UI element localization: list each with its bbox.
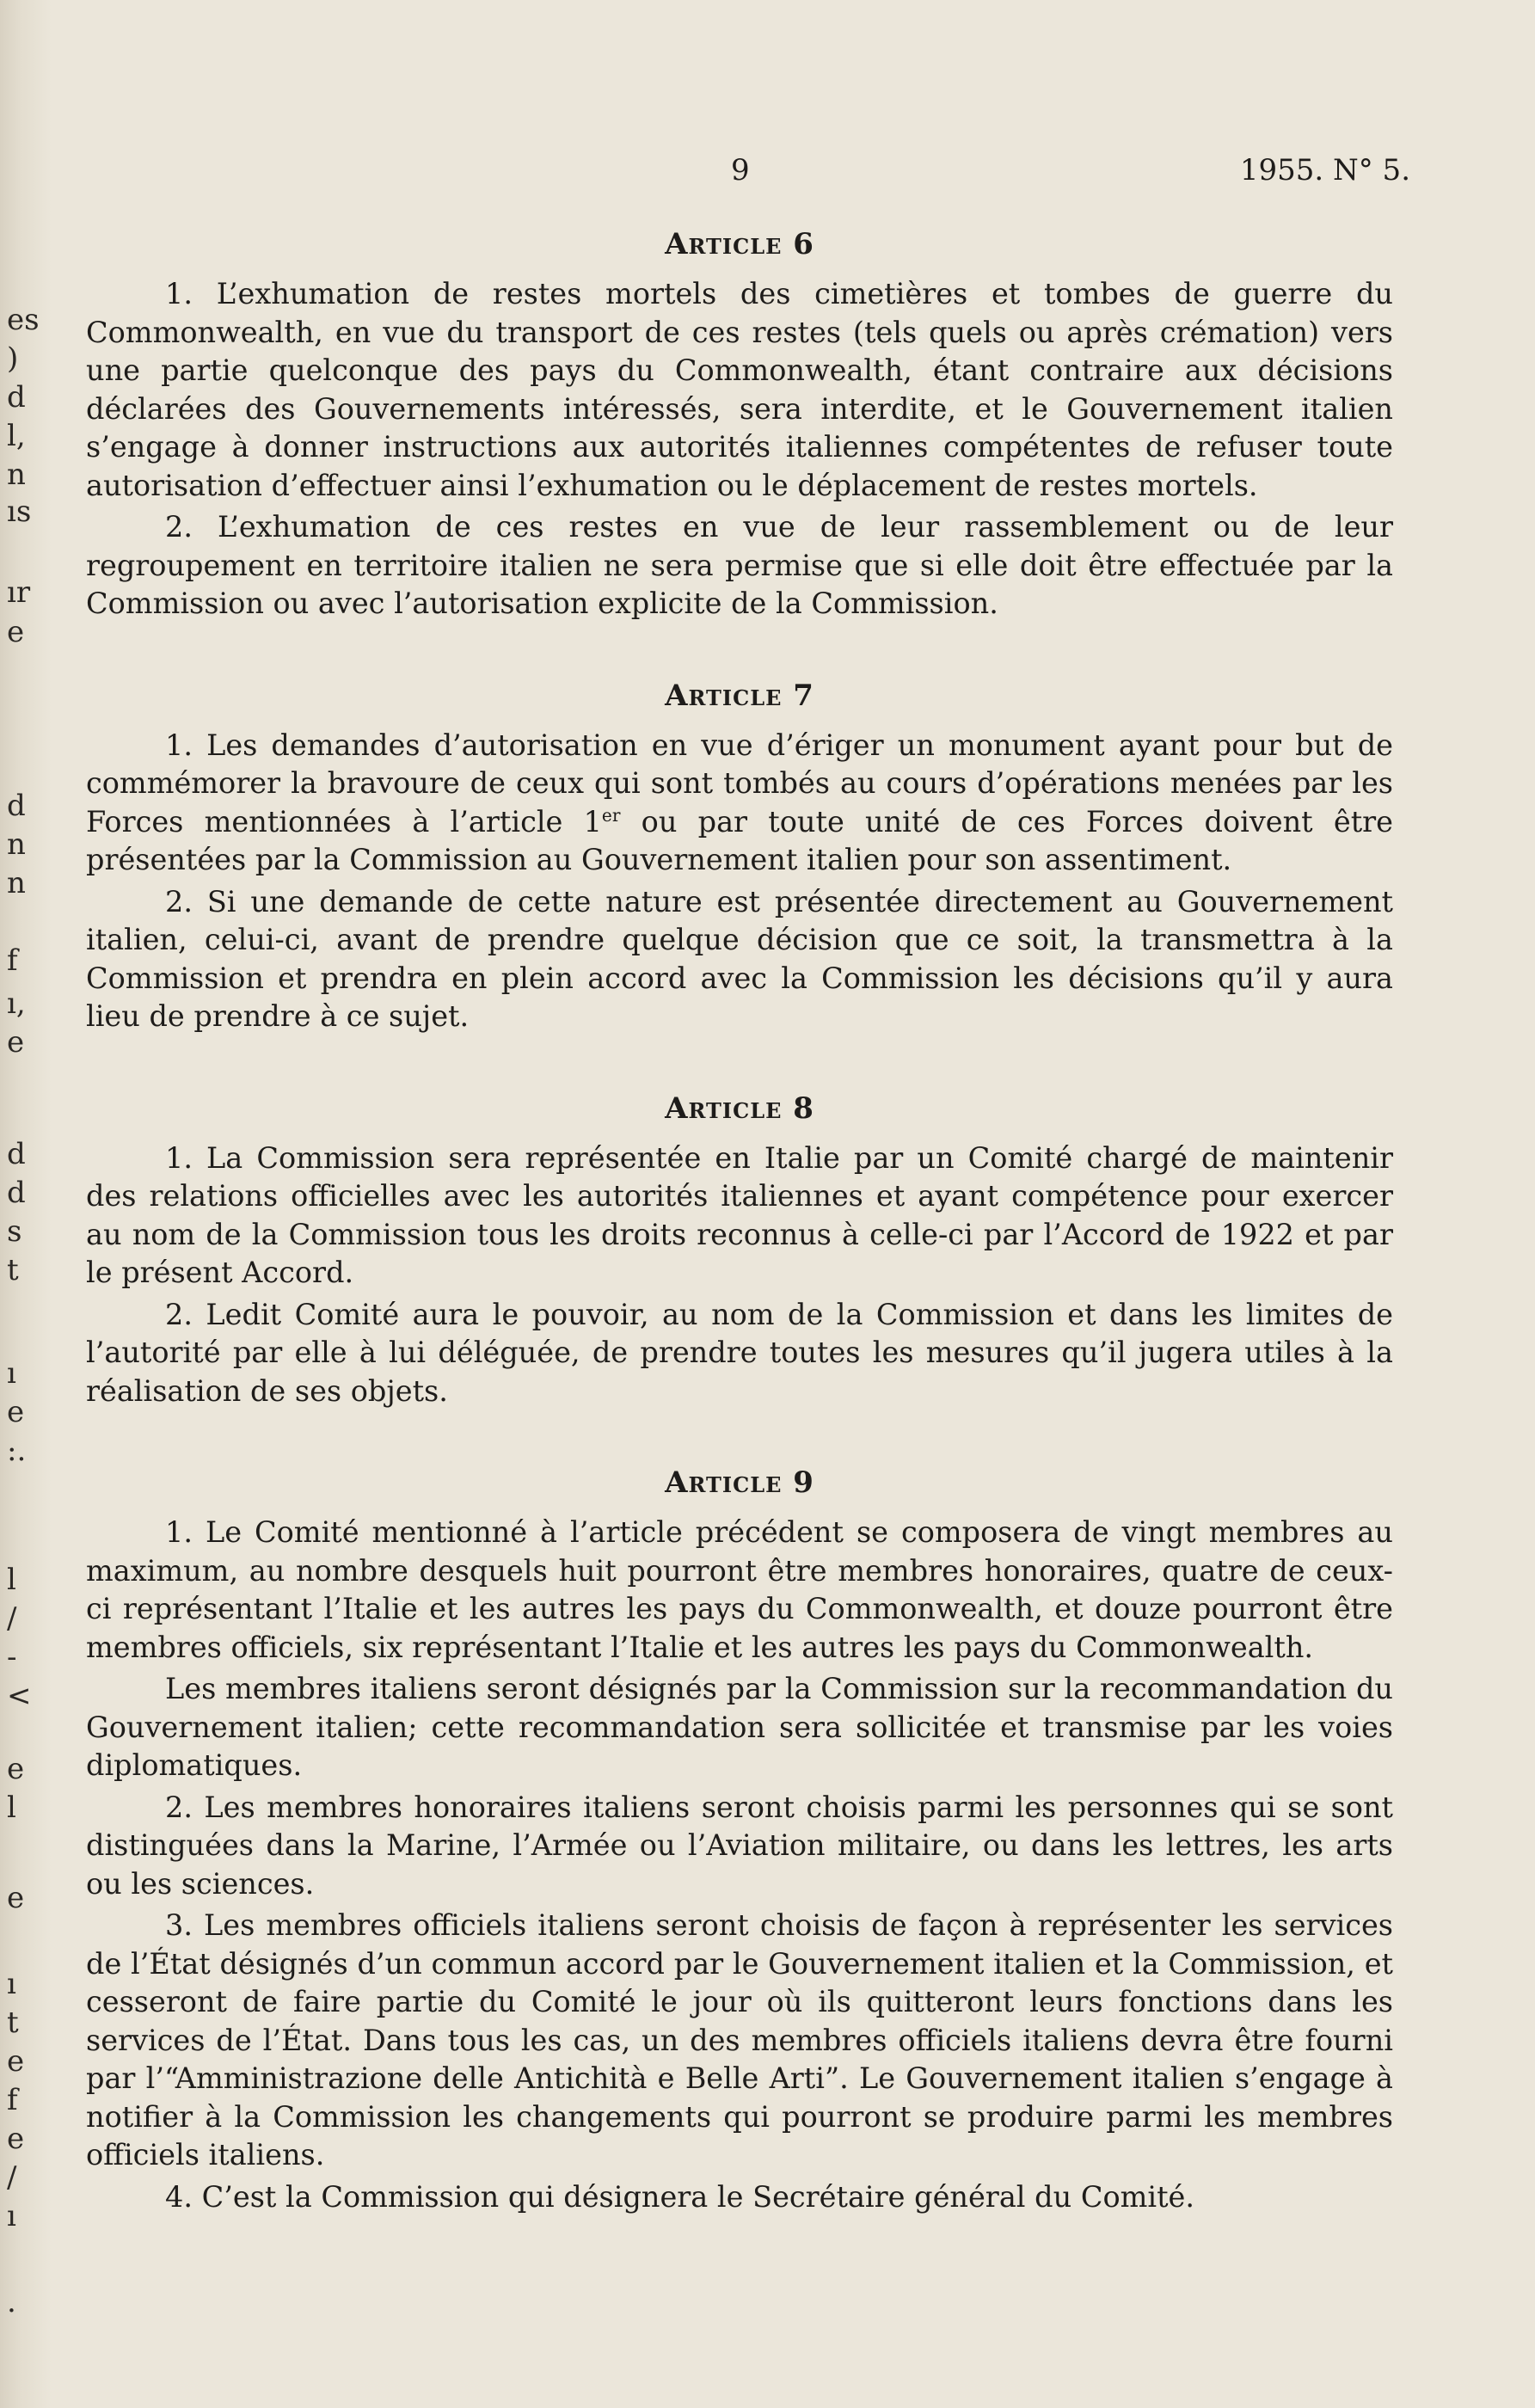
paragraph: 2. Les membres honoraires italiens seront choisis parmi les personnes qui se sont distinguées dans la Marine, l’Armée ou l’Aviation militaire, ou dans les lettres, les arts ou les sciences.: [86, 1790, 1393, 1901]
paragraph: 1. L’exhumation de restes mortels des cimetières et tombes de guerre du Commonwealth, en vue du transport de ces restes (tels quels ou après crémation) vers une partie quelconque des pays du Commonwealth, étant contraire aux décisions déclarées des Gouvernements intéressés, sera interdite, et le Gouvernement italien s’engage à donner instructions aux autorités italiennes compétentes de refuser toute autorisation d’effectuer ainsi l’exhumation ou le déplacement de restes mortels.: [86, 277, 1393, 502]
page-number: 9: [731, 153, 750, 187]
margin-fragment: l,: [7, 419, 26, 453]
margin-fragment: ı: [7, 2199, 16, 2233]
margin-fragment: n: [7, 827, 26, 862]
margin-fragment: e: [7, 2122, 25, 2156]
margin-fragment: s: [7, 1214, 22, 1249]
article-6: [86, 225, 1393, 624]
margin-fragment: e: [7, 1395, 25, 1429]
margin-fragment: e: [7, 1881, 25, 1915]
paragraph: Les membres italiens seront désignés par la Commission sur la recommandation du Gouvernement italien; cette recommandation sera sollicitée et transmise par les voies diplomatiques.: [86, 1672, 1393, 1782]
margin-fragment: l: [7, 1791, 16, 1825]
paragraph: 2. Ledit Comité aura le pouvoir, au nom de la Commission et dans les limites de l’autorité par elle à lui déléguée, de prendre toutes les mesures qu’il jugera utiles à la réalisation de ses objets.: [86, 1297, 1393, 1408]
document-page: [86, 0, 1410, 2408]
margin-fragment: ır: [7, 575, 31, 610]
article-title: Article 9: [665, 1465, 814, 1500]
margin-fragment: /: [7, 1601, 17, 1636]
margin-fragment: d: [7, 380, 26, 415]
margin-fragment: ıs: [7, 494, 32, 529]
margin-fragment: ı: [7, 1967, 16, 2001]
margin-fragment: ı,: [7, 986, 26, 1021]
margin-fragment: e: [7, 1025, 25, 1060]
margin-fragment: l: [7, 1563, 16, 1597]
margin-fragment: es: [7, 303, 40, 337]
paragraph: 2. Si une demande de cette nature est présentée directement au Gouvernement italien, celui-ci, avant de prendre quelque décision que ce soit, la transmettra à la Commission et prendra en plein accord avec la Commission les décisions qu’il y aura lieu de prendre à ce sujet.: [86, 884, 1393, 1033]
issue-reference: 1955. N° 5.: [1239, 153, 1410, 187]
paragraph: 1. Le Comité mentionné à l’article précédent se composera de vingt membres au maximum, au nombre desquels huit pourront être membres honoraires, quatre de ceux-ci représentant l’Italie et les autres les pays du Commonwealth, et douze pourront être membres officiels, six représentant l’Italie et les autres les pays du Commonwealth.: [86, 1515, 1393, 1664]
margin-fragment: d: [7, 1137, 26, 1171]
paragraph: 4. C’est la Commission qui désignera le Secrétaire général du Comité.: [165, 2179, 1195, 2214]
article-title: Article 7: [665, 678, 814, 713]
margin-fragment: <: [7, 1679, 32, 1713]
article-title: Article 8: [665, 1090, 814, 1126]
margin-fragment: n: [7, 458, 26, 492]
margin-fragment: .: [7, 2285, 16, 2319]
paragraph: 1. Les demandes d’autorisation en vue d’ériger un monument ayant pour but de commémorer la bravoure de ceux qui sont tombés au cours d’opérations menées par les Forces mentionnées à l’article 1er ou par toute unité de ces Forces doivent être présentées par la Commission au Gouvernement italien pour son assentiment.: [86, 728, 1393, 876]
margin-fragment: :.: [7, 1434, 27, 1468]
paragraph: 3. Les membres officiels italiens seront choisis de façon à représenter les services de l’État désignés d’un commun accord par le Gouvernement italien et la Commission, et cesseront de faire partie du Comité le jour où ils quitteront leurs fonctions dans les services de l’État. Dans tous les cas, un des membres officiels italiens devra être fourni par l’“Amministrazione delle Antichità e Belle Arti”. Le Gouvernement italien s’engage à notifier à la Commission les changements qui pourront se produire parmi les membres officiels italiens.: [86, 1908, 1393, 2172]
margin-fragment: t: [7, 2006, 19, 2040]
margin-fragment: ı: [7, 1356, 16, 1391]
running-header: [86, 153, 1410, 196]
paragraph: 1. La Commission sera représentée en Italie par un Comité chargé de maintenir des relations officielles avec les autorités italiennes et ayant compétence pour exercer au nom de la Commission tous les droits reconnus à celle-ci par l’Accord de 1922 et par le présent Accord.: [86, 1140, 1393, 1289]
article-8: [86, 1090, 1393, 1411]
article-7: [86, 677, 1393, 1036]
margin-fragment: f: [7, 943, 18, 978]
margin-fragment: -: [7, 1640, 17, 1674]
margin-fragment: d: [7, 789, 26, 823]
margin-fragment: n: [7, 866, 26, 900]
margin-fragment: e: [7, 1752, 25, 1786]
margin-fragment: ): [7, 341, 19, 376]
ordinal-superscript: er: [601, 804, 621, 826]
margin-fragment: /: [7, 2160, 17, 2195]
margin-fragment: e: [7, 2044, 25, 2079]
article-9: [86, 1464, 1393, 2216]
document-body: [86, 225, 1393, 2220]
article-title: Article 6: [665, 227, 814, 261]
previous-page-margin: [3, 0, 40, 2408]
margin-fragment: f: [7, 2083, 18, 2117]
margin-fragment: d: [7, 1176, 26, 1210]
margin-fragment: t: [7, 1253, 19, 1287]
paragraph: 2. L’exhumation de ces restes en vue de leur rassemblement ou de leur regroupement en territoire italien ne sera permise que si elle doit être effectuée par la Commission ou avec l’autorisation explicite de la Commission.: [86, 510, 1393, 620]
margin-fragment: e: [7, 615, 25, 649]
